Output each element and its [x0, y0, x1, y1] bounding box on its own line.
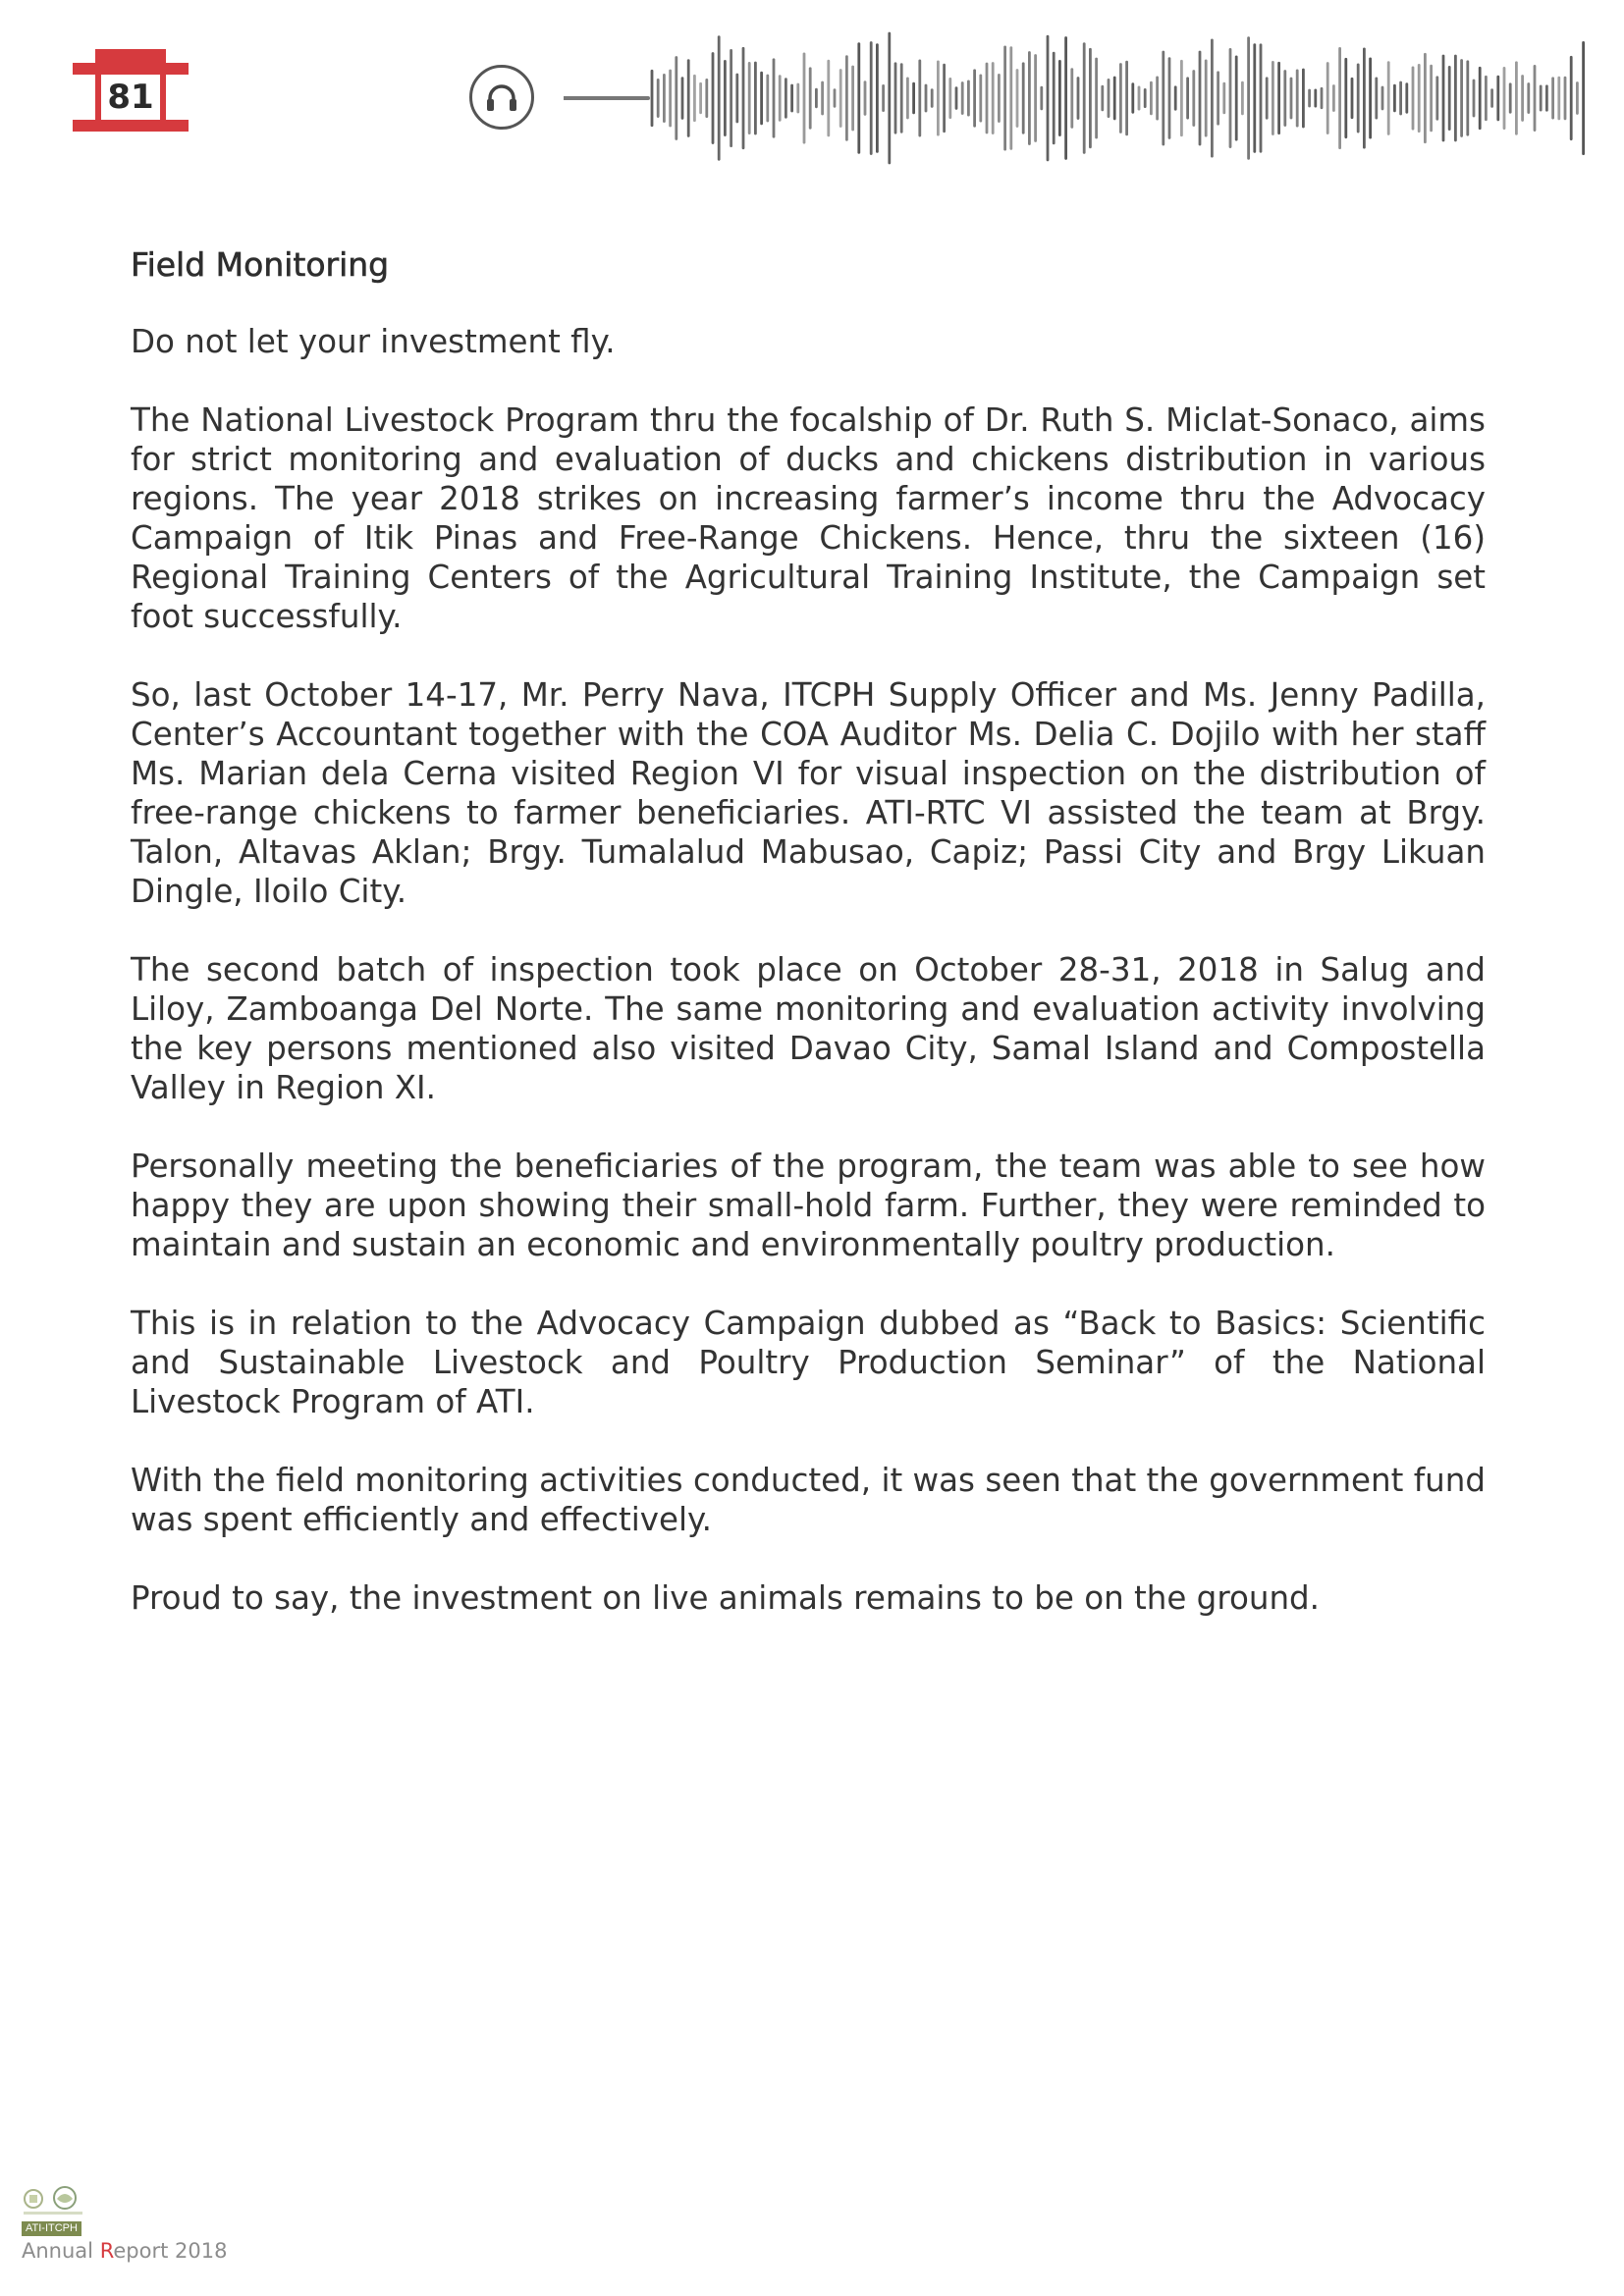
audio-waveform-graphic: [564, 31, 1585, 165]
headphones-icon: [469, 65, 534, 130]
footer-report-suffix: eport 2018: [113, 2239, 228, 2263]
article-paragraph: Personally meeting the beneficiaries of the program, the team was able to see how happy they are upon showing their small-hold farm. Further, they were reminded to maintain and sustain an economic and environmentally poultry production.: [131, 1148, 1486, 1263]
article-paragraph: Do not let your investment fly.: [131, 323, 616, 360]
footer-tag: ATI-ITCPH: [22, 2221, 81, 2236]
article-paragraph: Proud to say, the investment on live animals remains to be on the ground.: [131, 1579, 1321, 1617]
article-paragraph: The National Livestock Program thru the focalship of Dr. Ruth S. Miclat-Sonaco, aims for strict monitoring and evaluation of ducks and chickens distribution in various regions. The year 2018 strikes on increasing farmer’s income thru the Advocacy Campaign of Itik Pinas and Free-Range Chickens. Hence, thru the sixteen (16) Regional Training Centers of the Agricultural Training Institute, the Campaign set foot successfully.: [131, 401, 1486, 635]
ati-itcph-logo-icon: [22, 2185, 84, 2216]
page-number-badge: [73, 49, 189, 130]
footer-report-accent: R: [99, 2239, 114, 2263]
article-paragraph: So, last October 14-17, Mr. Perry Nava, ITCPH Supply Officer and Ms. Jenny Padilla, Center’s Accountant together with the COA Auditor Ms. Delia C. Dojilo with her staff Ms. Marian dela Cerna visited Region VI for visual inspection on the distribution of free-range chickens to farmer beneficiaries. ATI-RTC VI assisted the team at Brgy. Talon, Altavas Aklan; Brgy. Tumalalud Mabusao, Capiz; Passi City and Brgy Likuan Dingle, Iloilo City.: [131, 676, 1486, 910]
article-paragraph: The second batch of inspection took place on October 28-31, 2018 in Salug and Liloy, Zamboanga Del Norte. The same monitoring and evaluation activity involving the key persons mentioned also visited Davao City, Samal Island and Compostella Valley in Region XI.: [131, 951, 1486, 1106]
article-paragraph: With the field monitoring activities conducted, it was seen that the government fund was spent efficiently and effectively.: [131, 1462, 1486, 1538]
page-number: 81: [107, 78, 154, 117]
article: [131, 243, 1486, 1657]
article-title: Field Monitoring: [131, 245, 390, 284]
article-paragraph: This is in relation to the Advocacy Campaign dubbed as “Back to Basics: Scientific and Sustainable Livestock and Poultry Production Seminar” of the National Livestock Program of ATI.: [131, 1305, 1486, 1420]
footer-report-label: [22, 2238, 227, 2264]
footer-report-prefix: Annual: [22, 2239, 100, 2263]
